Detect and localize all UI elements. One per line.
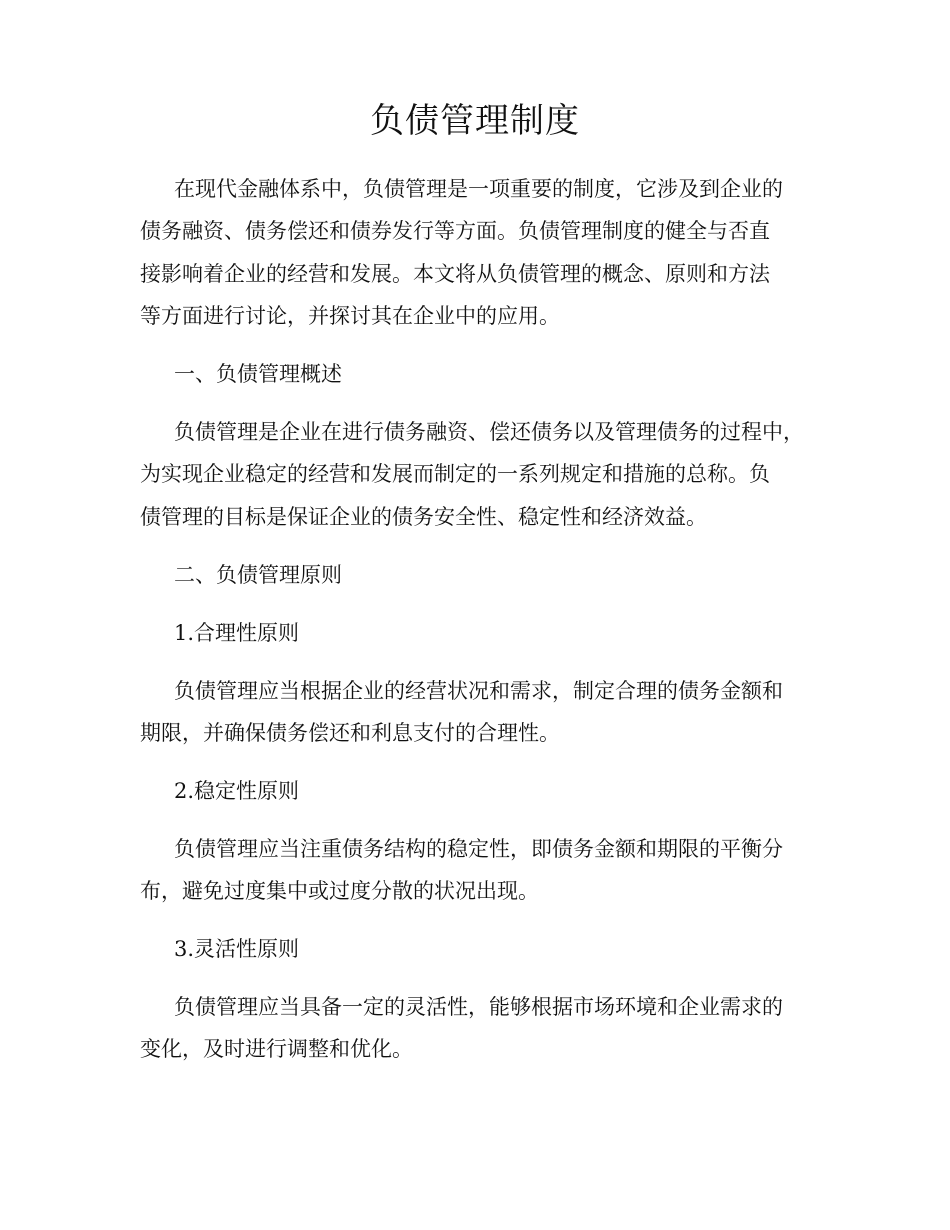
intro-line-1: 在现代金融体系中，负债管理是一项重要的制度，它涉及到企业的 bbox=[174, 177, 783, 201]
principle-2-line-1: 负债管理应当注重债务结构的稳定性，即债务金额和期限的平衡分 bbox=[174, 837, 783, 861]
principle-1-line-2: 期限，并确保债务偿还和利息支付的合理性。 bbox=[140, 721, 560, 745]
principle-1-line-1: 负债管理应当根据企业的经营状况和需求，制定合理的债务金额和 bbox=[174, 679, 783, 703]
section-2-heading: 二、负债管理原则 bbox=[174, 563, 342, 587]
principle-2-heading: 2.稳定性原则 bbox=[174, 779, 300, 803]
principle-1-heading: 1.合理性原则 bbox=[174, 621, 300, 645]
intro-line-3: 接影响着企业的经营和发展。本文将从负债管理的概念、原则和方法 bbox=[140, 262, 770, 286]
principle-3-heading: 3.灵活性原则 bbox=[174, 937, 300, 961]
section-1-line-3: 债管理的目标是保证企业的债务安全性、稳定性和经济效益。 bbox=[140, 505, 707, 529]
intro-line-2: 债务融资、债务偿还和债券发行等方面。负债管理制度的健全与否直 bbox=[140, 219, 770, 243]
section-1-line-1: 负债管理是企业在进行债务融资、偿还债务以及管理债务的过程中， bbox=[174, 420, 804, 444]
principle-3-line-1: 负债管理应当具备一定的灵活性，能够根据市场环境和企业需求的 bbox=[174, 995, 783, 1019]
principle-2-line-2: 布，避免过度集中或过度分散的状况出现。 bbox=[140, 879, 539, 903]
document-title: 负债管理制度 bbox=[370, 101, 580, 141]
intro-line-4: 等方面进行讨论，并探讨其在企业中的应用。 bbox=[140, 304, 560, 328]
section-1-heading: 一、负债管理概述 bbox=[174, 362, 342, 386]
principle-3-line-2: 变化，及时进行调整和优化。 bbox=[140, 1037, 413, 1061]
section-1-line-2: 为实现企业稳定的经营和发展而制定的一系列规定和措施的总称。负 bbox=[140, 462, 770, 486]
